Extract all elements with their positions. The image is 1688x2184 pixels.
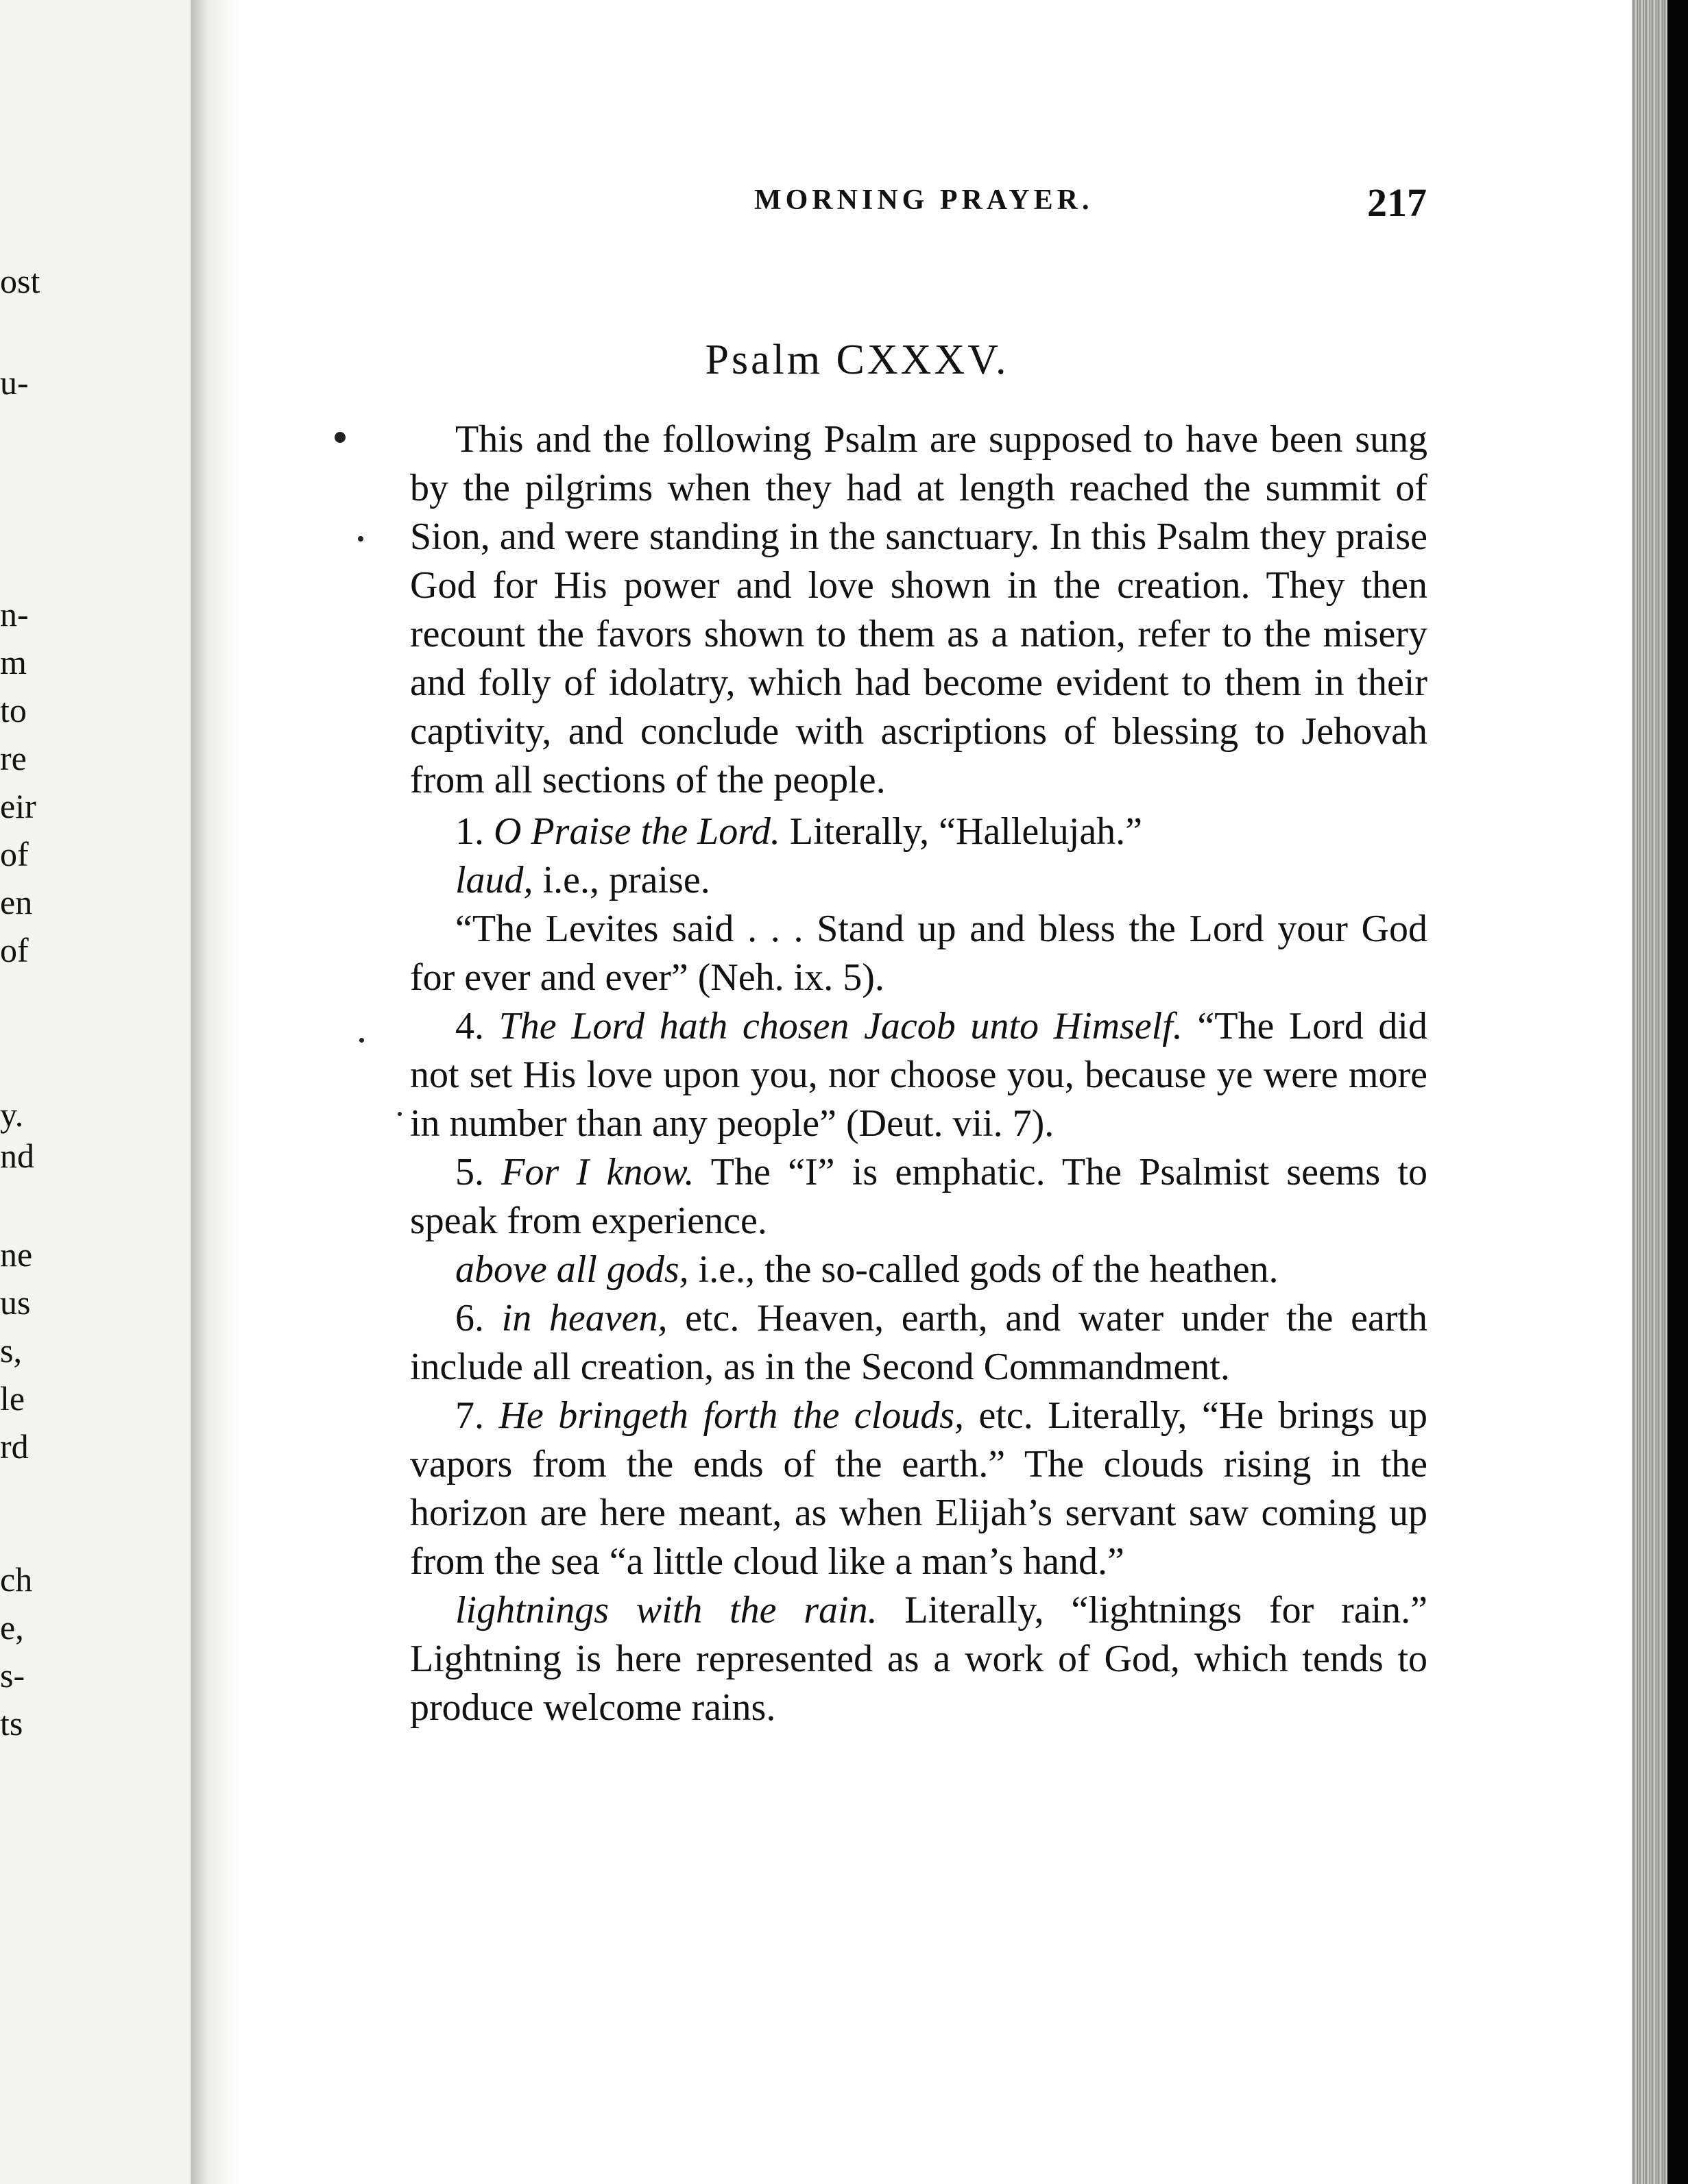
- note-paragraph: [410, 1246, 1427, 1294]
- left-page-fragment: of: [0, 835, 29, 873]
- page-edge-shadow: [1632, 0, 1667, 2184]
- ink-speck: [398, 1112, 402, 1116]
- left-page-fragment: re: [0, 739, 27, 777]
- note-text: i.e., praise.: [542, 859, 710, 901]
- note-number: 1.: [455, 810, 484, 853]
- left-page-fragment: y.: [0, 1095, 24, 1134]
- note-paragraph: [410, 1586, 1427, 1732]
- left-page-fragment: u-: [0, 363, 29, 402]
- left-page-fragment: ts: [0, 1704, 23, 1743]
- note-number: 4.: [455, 1005, 484, 1047]
- note-paragraph: [410, 1002, 1427, 1148]
- scan-border: [1667, 0, 1688, 2184]
- note-term: in heaven,: [501, 1297, 668, 1339]
- note-text: “The Levites said . . . Stand up and bless the Lord your God for ever and ever” (Neh. ix. 5).: [410, 908, 1427, 999]
- left-page-fragment: e,: [0, 1608, 24, 1647]
- psalm-title: Psalm CXXXV.: [705, 337, 1009, 383]
- commentary-body: [410, 415, 1427, 1732]
- note-text: i.e., the so-called gods of the heathen.: [698, 1248, 1279, 1291]
- left-page-fragment: of: [0, 931, 29, 969]
- note-text: Literally, “Hallelujah.”: [789, 810, 1143, 853]
- note-text: etc. Heaven, earth, and water under the earth include all creation, as in the Second Commandment.: [410, 1297, 1428, 1388]
- note-paragraph: [410, 1148, 1427, 1246]
- left-page-fragment: en: [0, 883, 33, 921]
- left-page-fragment: n-: [0, 595, 29, 633]
- running-head: MORNING PRAYER.: [754, 184, 1094, 216]
- ink-speck: [359, 1038, 364, 1043]
- note-paragraph: [410, 1392, 1427, 1586]
- ink-speck: [358, 536, 363, 542]
- page-number: 217: [1367, 180, 1427, 225]
- left-page-fragment: m: [0, 643, 27, 681]
- note-text: The “I” is emphatic. The Psalmist seems to speak from experience.: [410, 1151, 1427, 1242]
- note-term: above all gods,: [455, 1248, 689, 1291]
- note-number: 5.: [455, 1151, 484, 1193]
- note-term: O Praise the Lord.: [494, 810, 780, 853]
- note-text: “The Lord did not set His love upon you, nor choose you, because ye were more in number than any people” (Deut. vii. 7).: [410, 1005, 1427, 1145]
- note-term: The Lord hath chosen Jacob unto Himself.: [498, 1005, 1183, 1047]
- note-term: He bringeth forth the clouds,: [498, 1394, 965, 1437]
- note-term: lightnings with the rain.: [455, 1589, 878, 1631]
- note-paragraph: [410, 905, 1427, 1002]
- left-page-fragment: s,: [0, 1331, 22, 1370]
- ink-speck: [335, 432, 346, 443]
- note-number: 6.: [455, 1297, 484, 1339]
- left-page-fragment: le: [0, 1379, 25, 1418]
- left-page-fragment: nd: [0, 1137, 34, 1175]
- left-page-fragment: us: [0, 1283, 31, 1322]
- note-text: etc. Literally, “He brings up vapors from the ends of the earth.” The clouds rising in the horizon are here meant, as when Elijah’s servant saw coming up from the sea “a little cloud like a man’s hand.”: [410, 1394, 1428, 1583]
- note-paragraph: [410, 808, 1427, 856]
- note-term: For I know.: [501, 1151, 695, 1193]
- left-page: [0, 0, 191, 2184]
- note-number: 7.: [455, 1394, 484, 1437]
- note-paragraph: [410, 856, 1427, 905]
- note-term: laud,: [455, 859, 533, 901]
- left-page-fragment: eir: [0, 787, 36, 825]
- left-page-fragment: rd: [0, 1427, 29, 1466]
- note-text: Literally, “lightnings for rain.” Lightning is here represented as a work of God, which tends to produce welcome rains.: [410, 1589, 1427, 1729]
- book-gutter: [191, 0, 240, 2184]
- left-page-fragment: to: [0, 691, 27, 729]
- left-page-fragment: ne: [0, 1235, 33, 1274]
- left-page-fragment: ch: [0, 1560, 33, 1599]
- intro-paragraph: This and the following Psalm are supposed to have been sung by the pilgrims when they had at length reached the summit of Sion, and were standing in the sanctuary. In this Psalm they praise God for His power and love shown in the creation. They then recount the favors shown to them as a nation, refer to the misery and folly of idolatry, which had become evident to them in their captivity, and conclude with ascriptions of blessing to Jehovah from all sections of the people.: [410, 418, 1427, 801]
- left-page-fragment: ost: [0, 262, 40, 300]
- left-page-fragment: s-: [0, 1656, 25, 1695]
- note-paragraph: [410, 1294, 1427, 1392]
